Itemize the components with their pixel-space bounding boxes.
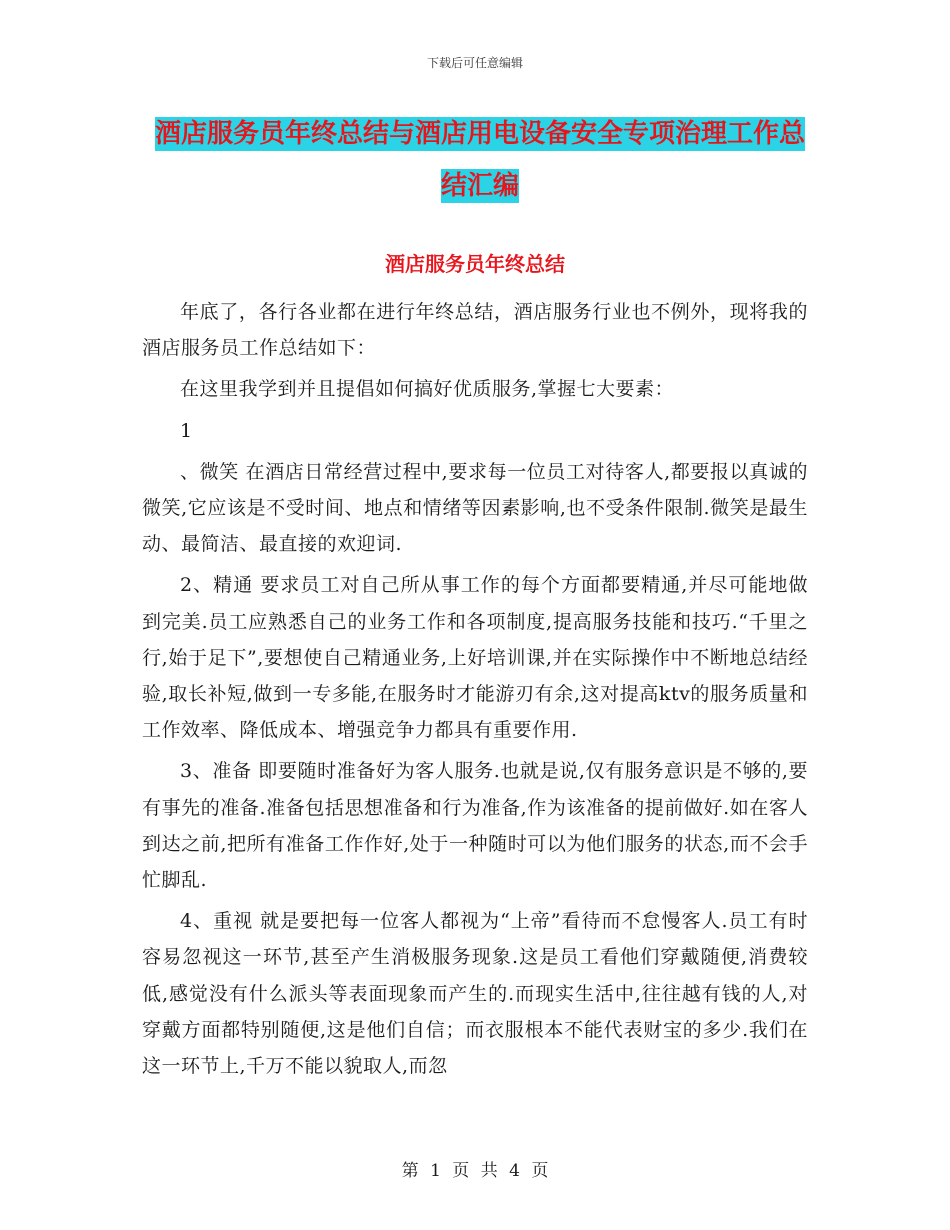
- header-note: 下载后可任意编辑: [426, 56, 523, 70]
- paragraph-4: 、微笑 在酒店日常经营过程中,要求每一位员工对待客人,都要报以真诚的微笑,它应该是不受时间、地点和情绪等因素影响,也不受条件限制.微笑是最生动、最简洁、最直接的欢迎词.: [142, 460, 808, 556]
- paragraph-6: 3、准备 即要随时准备好为客人服务.也就是说,仅有服务意识是不够的,要有事先的准备.准备包括思想准备和行为准备,作为该准备的提前做好.如在客人到达之前,把所有准备工作作好,处于一种随时可以为他们服务的状态,而不会手忙脚乱.: [142, 760, 808, 892]
- page-number-footer: 第 1 页 共 4 页: [401, 1161, 549, 1181]
- section-title: 酒店服务员年终总结: [385, 252, 565, 276]
- document-title-text: 酒店服务员年终总结与酒店用电设备安全专项治理工作总结汇编: [154, 119, 805, 201]
- document-title: [150, 108, 810, 212]
- document-body: [142, 294, 808, 1089]
- paragraph-3: 1: [180, 419, 193, 442]
- paragraph-1: 年底了，各行各业都在进行年终总结，酒店服务行业也不例外，现将我的酒店服务员工作总结如下：: [142, 301, 808, 360]
- paragraph-2: 在这里我学到并且提倡如何搞好优质服务,掌握七大要素：: [180, 378, 675, 401]
- paragraph-5: 2、精通 要求员工对自己所从事工作的每个方面都要精通,并尽可能地做到完美.员工应熟悉自己的业务工作和各项制度,提高服务技能和技巧.“千里之行,始于足下”,要想使自己精通业务,上好培训课,并在实际操作中不断地总结经验,取长补短,做到一专多能,在服务时才能游刃有余,这对提高ktv的服务质量和工作效率、降低成本、增强竞争力都具有重要作用.: [142, 574, 808, 742]
- paragraph-7: 4、重视 就是要把每一位客人都视为“上帝”看待而不怠慢客人.员工有时容易忽视这一环节,甚至产生消极服务现象.这是员工看他们穿戴随便,消费较低,感觉没有什么派头等表面现象而产生的.而现实生活中,往往越有钱的人,对穿戴方面都特别随便,这是他们自信；而衣服根本不能代表财宝的多少.我们在这一环节上,千万不能以貌取人,而忽: [142, 910, 808, 1078]
